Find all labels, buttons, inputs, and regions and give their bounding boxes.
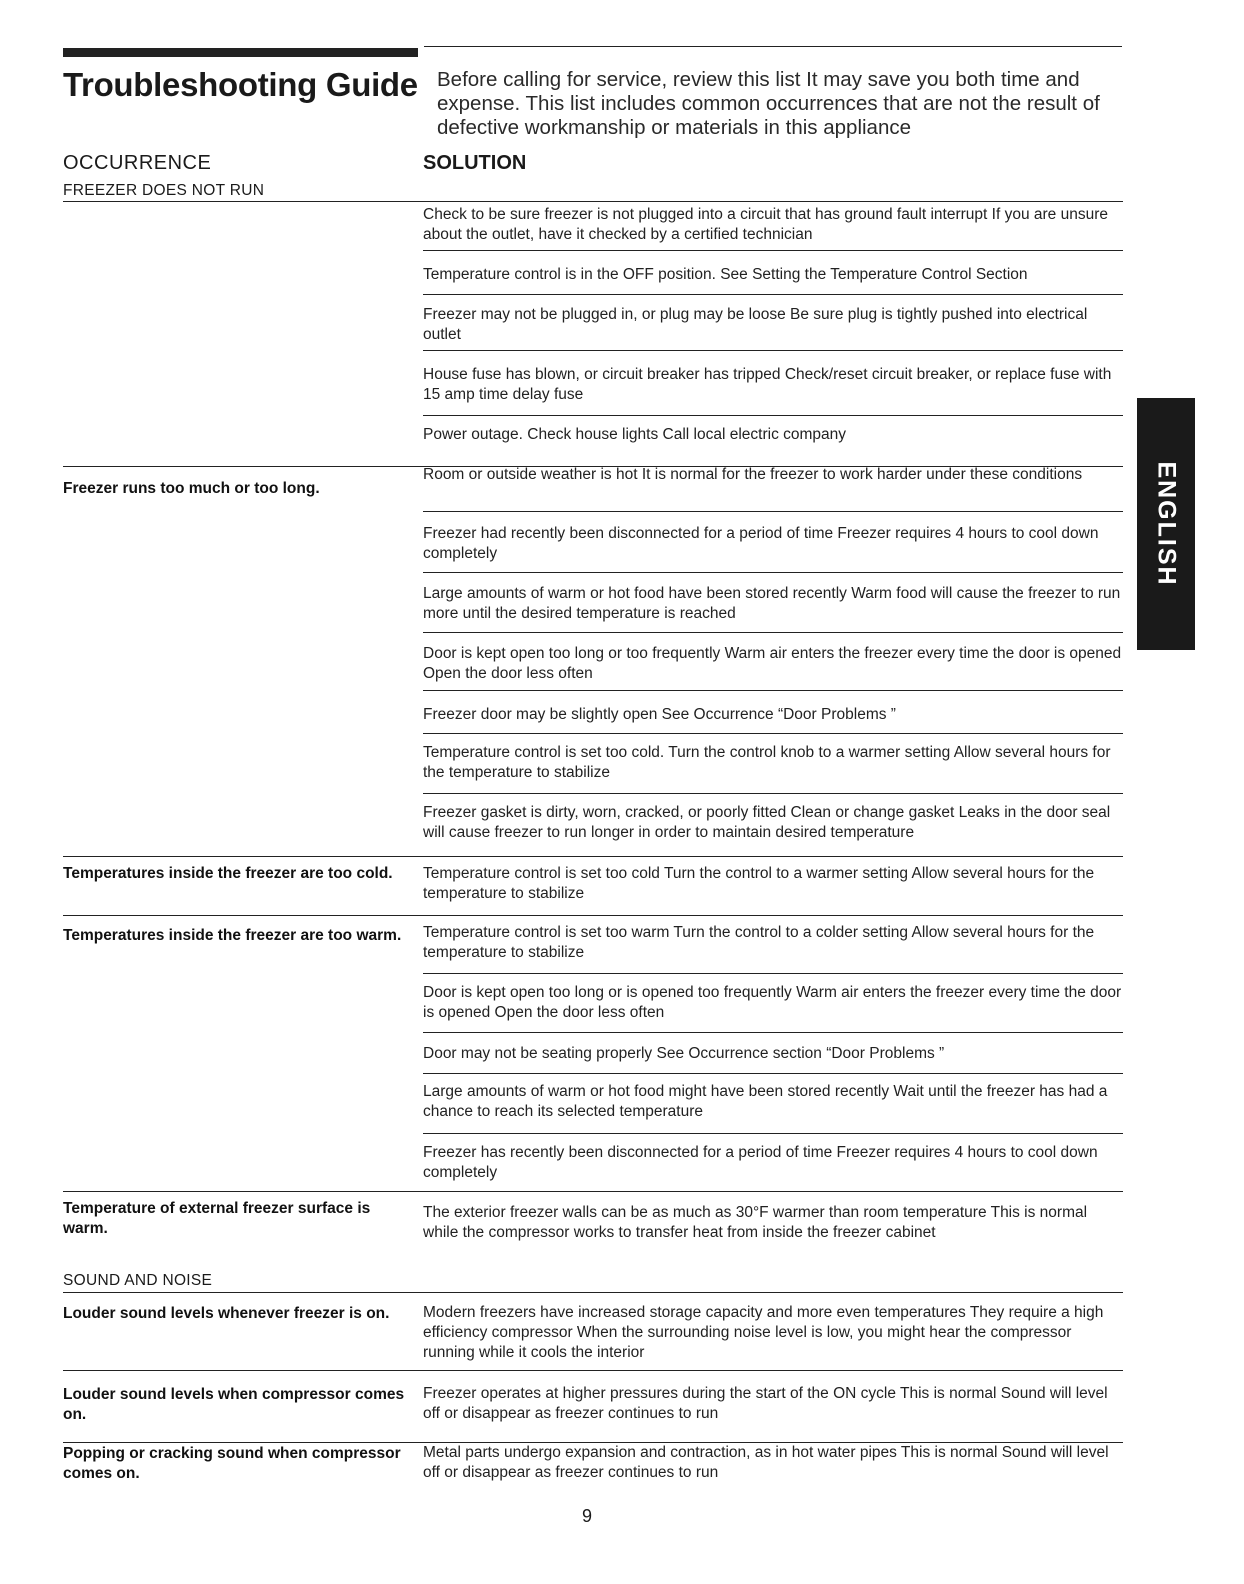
divider [423, 415, 1123, 416]
occurrence-popping: Popping or cracking sound when compressor comes on. [63, 1445, 401, 1482]
divider [423, 733, 1123, 734]
row-rule [63, 1191, 1123, 1192]
section-rule [63, 201, 1123, 202]
divider [423, 1073, 1123, 1074]
section-freezer-does-not-run: FREEZER DOES NOT RUN [63, 182, 265, 199]
divider [423, 294, 1123, 295]
language-tab [1137, 398, 1195, 650]
occurrence-louder-on: Louder sound levels whenever freezer is on. [63, 1305, 390, 1322]
language-tab-label: ENGLISH [1152, 461, 1181, 587]
solution-item: Freezer gasket is dirty, worn, cracked, or poorly fitted Clean or change gasket Leaks in the door seal will cause freezer to run longer in order to maintain desired temperature [423, 804, 1111, 841]
divider [423, 1032, 1123, 1033]
solution-item: Door may not be seating properly See Occurrence section “Door Problems ” [423, 1045, 945, 1062]
solution-item: Temperature control is set too cold. Turn the control knob to a warmer setting Allow several hours for the temperature to stabilize [423, 744, 1111, 781]
solution-item: Door is kept open too long or too frequently Warm air enters the freezer every time the door is opened Open the door less often [423, 645, 1122, 682]
occurrence-surface-warm: Temperature of external freezer surface is warm. [63, 1200, 371, 1237]
divider [423, 973, 1123, 974]
occurrence-louder-compressor: Louder sound levels when compressor comes on. [63, 1386, 405, 1423]
section-sound-and-noise: SOUND AND NOISE [63, 1272, 213, 1289]
solution-item: House fuse has blown, or circuit breaker has tripped Check/reset circuit breaker, or replace fuse with 15 amp time delay fuse [423, 366, 1112, 403]
header-bar [63, 48, 418, 57]
divider [423, 1133, 1123, 1134]
occurrence-heading: OCCURRENCE [63, 152, 212, 174]
solution-item: Door is kept open too long or is opened too frequently Warm air enters the freezer every time the door is opened Open the door less often [423, 984, 1122, 1021]
divider [423, 572, 1123, 573]
page-number: 9 [582, 1506, 593, 1526]
occurrence-runs-too-long: Freezer runs too much or too long. [63, 480, 320, 497]
solution-item: The exterior freezer walls can be as much as 30°F warmer than room temperature This is normal while the compressor works to transfer heat from inside the freezer cabinet [423, 1204, 1088, 1241]
divider [423, 511, 1123, 512]
occurrence-too-cold: Temperatures inside the freezer are too cold. [63, 865, 393, 882]
solution-item: Temperature control is in the OFF position. See Setting the Temperature Control Section [423, 266, 1028, 283]
solution-item: Large amounts of warm or hot food might have been stored recently Wait until the freezer has had a chance to reach its selected temperature [423, 1083, 1108, 1120]
section-rule [63, 1292, 1123, 1293]
intro-text: Before calling for service, review this list It may save you both time and expense. This list includes common occurrences that are not the result of defective workmanship or materials in this appliance [437, 68, 1100, 139]
divider [423, 632, 1123, 633]
solution-item: Freezer door may be slightly open See Occurrence “Door Problems ” [423, 706, 896, 723]
occurrence-too-warm: Temperatures inside the freezer are too warm. [63, 927, 402, 944]
divider [423, 350, 1123, 351]
row-rule [63, 1370, 1123, 1371]
row-rule [63, 856, 1123, 857]
page-title: Troubleshooting Guide [63, 66, 418, 103]
solution-heading: SOLUTION [423, 152, 527, 174]
solution-item: Modern freezers have increased storage capacity and more even temperatures They require a high efficiency compressor When the surrounding noise level is low, you might hear the compressor running while it cools the interior [423, 1304, 1104, 1361]
solution-item: Room or outside weather is hot It is normal for the freezer to work harder under these conditions [423, 466, 1083, 483]
solution-item: Large amounts of warm or hot food have been stored recently Warm food will cause the freezer to run more until the desired temperature is reached [423, 585, 1121, 622]
solution-item: Freezer had recently been disconnected for a period of time Freezer requires 4 hours to cool down completely [423, 525, 1099, 562]
divider [423, 793, 1123, 794]
solution-item: Temperature control is set too warm Turn the control to a colder setting Allow several hours for the temperature to stabilize [423, 924, 1095, 961]
solution-item: Temperature control is set too cold Turn the control to a warmer setting Allow several hours for the temperature to stabilize [423, 865, 1095, 902]
row-rule [63, 915, 1123, 916]
solution-item: Freezer has recently been disconnected for a period of time Freezer requires 4 hours to cool down completely [423, 1144, 1098, 1181]
solution-item: Freezer operates at higher pressures during the start of the ON cycle This is normal Sound will level off or disappear as freezer continues to run [423, 1385, 1108, 1422]
divider [423, 250, 1123, 251]
solution-item: Power outage. Check house lights Call local electric company [423, 426, 847, 443]
solution-item: Freezer may not be plugged in, or plug may be loose Be sure plug is tightly pushed into electrical outlet [423, 306, 1088, 343]
divider [423, 690, 1123, 691]
header-rule [424, 46, 1122, 47]
solution-item: Check to be sure freezer is not plugged into a circuit that has ground fault interrupt If you are unsure about the outlet, have it checked by a certified technician [423, 206, 1108, 243]
solution-item: Metal parts undergo expansion and contraction, as in hot water pipes This is normal Sound will level off or disappear as freezer continues to run [423, 1444, 1109, 1481]
